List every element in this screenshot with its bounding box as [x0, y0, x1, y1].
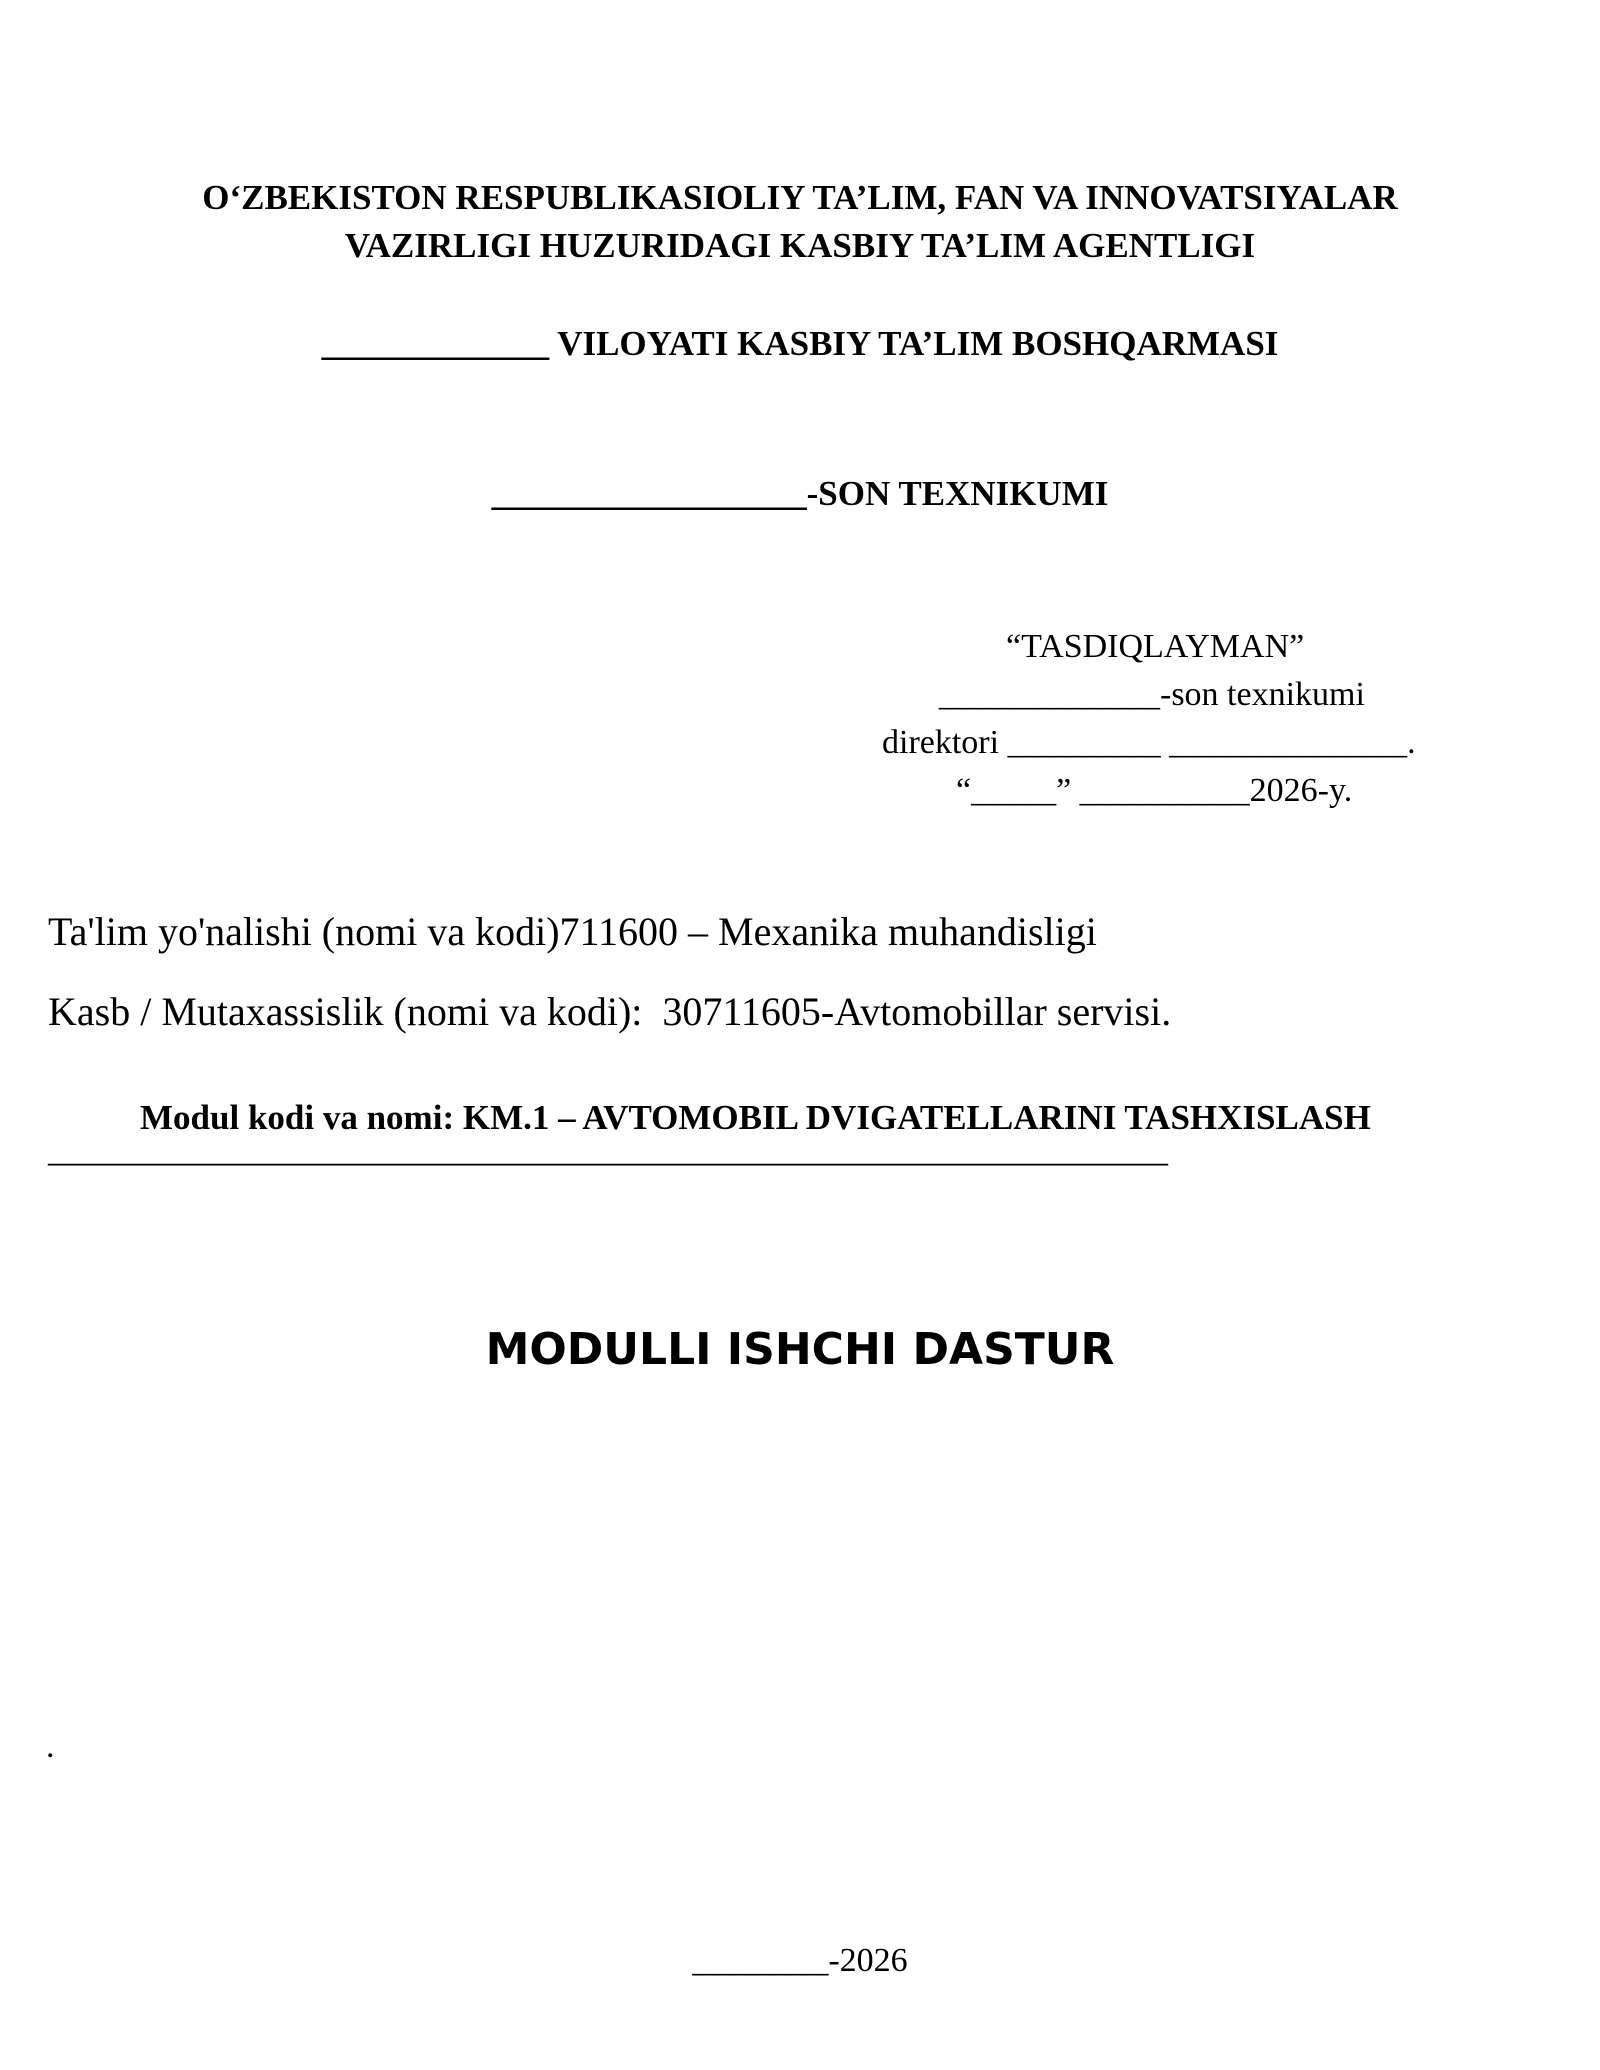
region-administration: _____________ VILOYATI KASBIY TA’LIM BOSHQARMASI — [321, 324, 1279, 363]
specialty: Kasb / Mutaxassislik (nomi va kodi): 30711605-Avtomobillar servisi. — [48, 989, 1172, 1034]
document-title: MODULLI ISHCHI DASTUR — [485, 1324, 1115, 1375]
approval-college-line: _____________-son texnikumi — [939, 676, 1365, 713]
module-code-name: Modul kodi va nomi: KM.1 – AVTOMOBIL DVIGATELLARINI TASHXISLASH — [140, 1098, 1371, 1137]
approval-director-line: direktori _________ ______________. — [882, 724, 1416, 761]
college-name: __________________-SON TEXNIKUMI — [491, 474, 1109, 513]
ministry-header-line1: O‘ZBEKISTON RESPUBLIKASIOLIY TA’LIM, FAN VA INNOVATSIYALAR — [202, 178, 1398, 217]
approval-date-line: “_____” __________2026-y. — [956, 772, 1353, 809]
footer-year: ________-2026 — [692, 1942, 908, 1979]
ministry-header-line2: VAZIRLIGI HUZURIDAGI KASBIY TA’LIM AGENTLIGI — [344, 226, 1256, 265]
stray-dot: . — [46, 1728, 55, 1765]
module-underline: ________________________________________________________________ — [48, 1130, 1168, 1169]
education-direction: Ta'lim yo'nalishi (nomi va kodi)711600 – Mexanika muhandisligi — [48, 909, 1097, 954]
approval-title: “TASDIQLAYMAN” — [1006, 628, 1305, 665]
